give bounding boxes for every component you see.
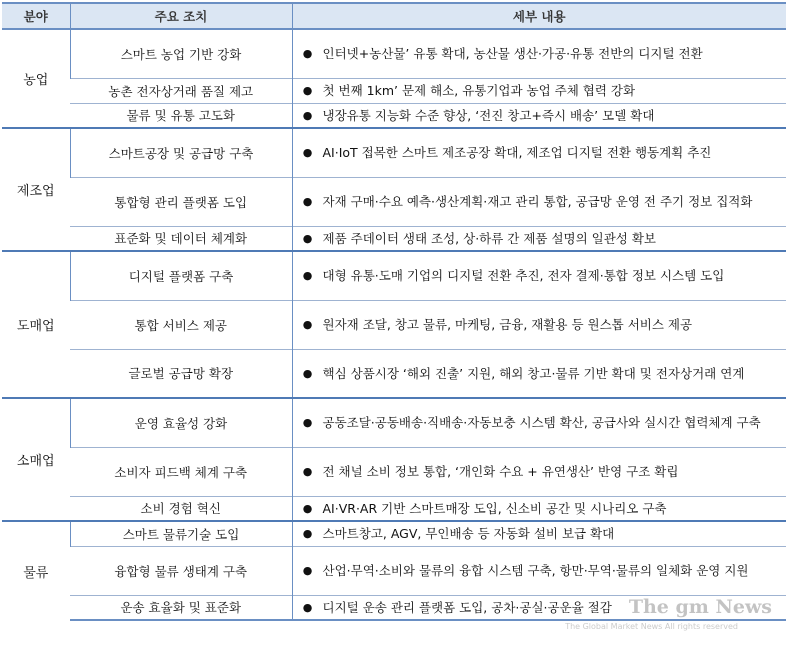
table-row — [2, 300, 786, 349]
measure-cell: 통합형 관리 플랫폼 도입 — [70, 177, 292, 226]
measure-cell: 소비자 피드백 체계 구축 — [70, 447, 292, 496]
sector-cell: 소매업 — [2, 398, 70, 521]
sector-cell: 도매업 — [2, 251, 70, 398]
detail-text: 인터넷+농산물’ 유통 확대, 농산물 생산·가공·유통 전반의 디지털 전환 — [322, 46, 703, 62]
detail-cell — [292, 128, 786, 177]
detail-cell — [292, 103, 786, 128]
table-row — [2, 447, 786, 496]
sector-cell: 제조업 — [2, 128, 70, 251]
measure-cell: 스마트 물류기술 도입 — [70, 521, 292, 546]
detail-text: 자재 구매·수요 예측·생산계획·재고 관리 통합, 공급망 운영 전 주기 정보 집적화 — [322, 194, 753, 209]
bullet-icon: ● — [302, 146, 313, 160]
bullet-icon: ● — [302, 269, 313, 283]
measure-cell: 통합 서비스 제공 — [70, 300, 292, 349]
detail-text: AI·IoT 접목한 스마트 제조공장 확대, 제조업 디지털 전환 행동계획 추진 — [322, 145, 712, 161]
table-row — [2, 398, 786, 447]
sector-cell: 물류 — [2, 521, 70, 620]
detail-cell — [292, 300, 786, 349]
detail-cell — [292, 546, 786, 595]
measure-cell: 소비 경험 혁신 — [70, 496, 292, 521]
table-row — [2, 521, 786, 546]
header-detail: 세부 내용 — [292, 3, 786, 29]
detail-text: 산업·무역·소비와 물류의 융합 시스템 구축, 항만·무역·물류의 일체화 운영 지원 — [322, 563, 749, 578]
bullet-icon: ● — [302, 366, 313, 380]
measure-cell: 운송 효율화 및 표준화 — [70, 595, 292, 620]
bullet-icon: ● — [302, 84, 313, 97]
detail-text: 전 채널 소비 정보 통합, ‘개인화 수요 + 유연생산’ 반영 구조 확립 — [322, 464, 679, 479]
header-sector: 분야 — [2, 3, 70, 29]
bullet-icon: ● — [302, 465, 313, 478]
measure-cell: 스마트공장 및 공급망 구축 — [70, 128, 292, 177]
bullet-icon: ● — [302, 527, 313, 541]
bullet-icon: ● — [302, 47, 313, 61]
detail-cell — [292, 447, 786, 496]
bullet-icon: ● — [302, 564, 313, 577]
policy-table — [2, 2, 786, 621]
detail-cell — [292, 177, 786, 226]
detail-cell — [292, 251, 786, 300]
detail-cell — [292, 521, 786, 546]
header-measure: 주요 조치 — [70, 3, 292, 29]
measure-cell: 디지털 플랫폼 구축 — [70, 251, 292, 300]
measure-cell: 표준화 및 데이터 체계화 — [70, 226, 292, 251]
measure-cell: 스마트 농업 기반 강화 — [70, 29, 292, 78]
table-row — [2, 349, 786, 398]
watermark-subtitle: The Global Market News All rights reserved — [565, 622, 738, 631]
table-row — [2, 496, 786, 521]
detail-text: 스마트창고, AGV, 무인배송 등 자동화 설비 보급 확대 — [322, 526, 615, 542]
measure-cell: 글로벌 공급망 확장 — [70, 349, 292, 398]
measure-cell: 물류 및 유통 고도화 — [70, 103, 292, 128]
detail-cell — [292, 78, 786, 103]
bullet-icon: ● — [302, 501, 313, 515]
measure-cell: 운영 효율성 강화 — [70, 398, 292, 447]
detail-cell — [292, 496, 786, 521]
table-row — [2, 128, 786, 177]
detail-text: 공동조달·공동배송·직배송·자동보충 시스템 확산, 공급사와 실시간 협력체계 구축 — [322, 415, 761, 431]
table-row — [2, 251, 786, 300]
detail-text: 대형 유통·도매 기업의 디지털 전환 추진, 전자 결제·통합 정보 시스템 도입 — [322, 268, 725, 284]
table-row — [2, 177, 786, 226]
table-body — [2, 29, 786, 620]
bullet-icon: ● — [302, 600, 313, 614]
detail-text: 첫 번째 1km’ 문제 해소, 유통기업과 농업 주체 협력 강화 — [322, 83, 636, 98]
table-row — [2, 546, 786, 595]
table-row — [2, 29, 786, 78]
bullet-icon: ● — [302, 318, 313, 331]
bullet-icon: ● — [302, 108, 313, 122]
detail-text: 제품 주데이터 생태 조성, 상·하류 간 제품 설명의 일관성 확보 — [322, 230, 657, 246]
detail-cell — [292, 226, 786, 251]
detail-cell — [292, 398, 786, 447]
watermark-title: The gm News — [628, 596, 772, 618]
detail-text: 원자재 조달, 창고 물류, 마케팅, 금융, 재활용 등 원스톱 서비스 제공 — [322, 317, 693, 332]
measure-cell: 농촌 전자상거래 품질 제고 — [70, 78, 292, 103]
bullet-icon: ● — [302, 416, 313, 430]
table-row — [2, 78, 786, 103]
detail-text: 디지털 운송 관리 플랫폼 도입, 공차·공실·공운율 절감 — [322, 599, 612, 615]
header-row — [2, 3, 786, 29]
detail-text: 핵심 상품시장 ‘해외 진출’ 지원, 해외 창고·물류 기반 확대 및 전자상거래 연계 — [322, 365, 745, 381]
bullet-icon: ● — [302, 195, 313, 208]
measure-cell: 융합형 물류 생태계 구축 — [70, 546, 292, 595]
detail-text: AI·VR·AR 기반 스마트매장 도입, 신소비 공간 및 시나리오 구축 — [322, 500, 667, 516]
detail-cell — [292, 349, 786, 398]
table-row — [2, 103, 786, 128]
bullet-icon: ● — [302, 231, 313, 245]
detail-cell — [292, 29, 786, 78]
table-row — [2, 226, 786, 251]
sector-cell: 농업 — [2, 29, 70, 128]
detail-text: 냉장유통 지능화 수준 향상, ‘전진 창고+즉시 배송’ 모델 확대 — [322, 107, 655, 123]
